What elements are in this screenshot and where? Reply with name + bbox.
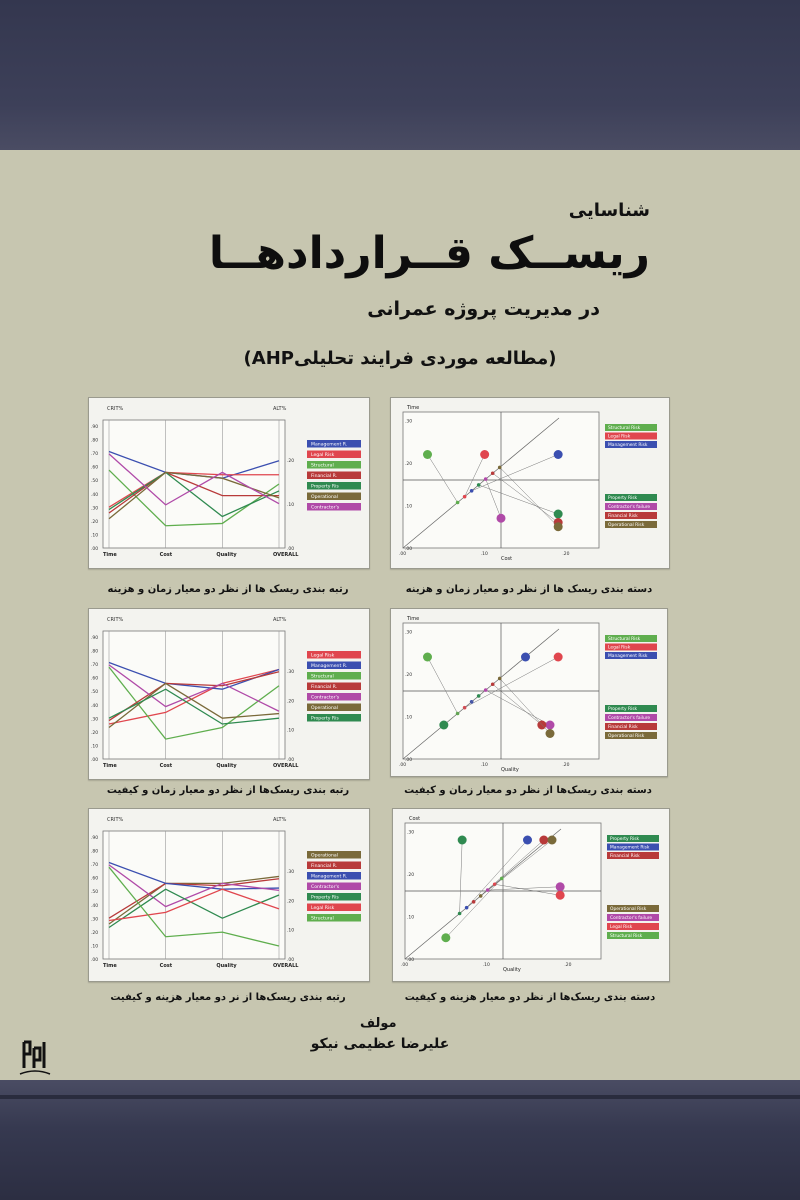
x-tick-label: .00 xyxy=(401,963,409,968)
legend-label: Financial Risk xyxy=(608,725,638,731)
data-point xyxy=(523,836,532,845)
y-tick-label: .10 xyxy=(91,944,99,950)
legend-label: Property Risk xyxy=(608,707,638,713)
y-tick-label: .40 xyxy=(91,703,99,709)
y-tick-label: .50 xyxy=(91,690,99,696)
y-tick-label: .10 xyxy=(405,715,413,721)
diagonal-marker xyxy=(498,466,502,470)
data-point xyxy=(554,450,563,459)
legend-label: Operational xyxy=(311,706,338,712)
legend-label: Legal Risk xyxy=(311,453,335,459)
y-tick-label: .30 xyxy=(405,419,413,425)
legend-label: Property Risk xyxy=(608,496,638,502)
y2-tick-label: .20 xyxy=(287,899,295,905)
diagonal-marker xyxy=(484,688,488,692)
y-tick-label: .30 xyxy=(407,830,415,836)
diagonal-marker xyxy=(463,495,467,499)
data-point xyxy=(546,721,555,730)
x-axis-label: Cost xyxy=(501,556,513,562)
legend-label: Management R. xyxy=(311,664,348,670)
y-axis-label: Cost xyxy=(409,816,421,822)
y-tick-label: .20 xyxy=(405,462,413,467)
data-point xyxy=(554,510,563,519)
legend-label: Property Ris xyxy=(311,895,339,901)
legend-label: Contractor's failure xyxy=(610,916,653,922)
caption-2: دسته بندی ریسک ها از نظر دو معیار زمان و هزینه xyxy=(405,584,653,595)
y-tick-label: .30 xyxy=(405,630,413,636)
data-point xyxy=(497,514,506,523)
y-tick-label: .90 xyxy=(91,636,99,641)
data-point xyxy=(554,653,563,662)
category-label: Cost xyxy=(159,963,173,969)
scatter-chart-svg xyxy=(391,609,667,776)
y-tick-label: .90 xyxy=(91,836,99,841)
y-tick-label: .10 xyxy=(91,744,99,750)
data-point xyxy=(439,721,448,730)
legend-label: Operational Risk xyxy=(608,523,645,529)
author-name: علیرضا عظیمی نیکو xyxy=(310,1036,450,1052)
legend-label: Legal Risk xyxy=(608,434,631,440)
data-point xyxy=(556,882,565,891)
legend-label: Management R. xyxy=(311,874,348,880)
legend-label: Contractor's xyxy=(311,885,340,891)
diagonal-marker xyxy=(456,501,460,505)
data-point xyxy=(539,836,548,845)
book-title: ریســک قــراردادهــا xyxy=(208,228,650,279)
x-tick-label: .10 xyxy=(480,552,488,557)
x-tick-label: .00 xyxy=(399,763,407,768)
y-tick-label: .50 xyxy=(91,890,99,896)
data-point xyxy=(546,729,555,738)
legend-label: Operational Risk xyxy=(610,907,647,913)
legend-label: Legal Risk xyxy=(608,645,631,651)
legend-label: Structural Risk xyxy=(608,637,641,643)
bottom-stripe xyxy=(0,1095,800,1099)
scatter-chart-svg xyxy=(391,398,669,568)
data-point xyxy=(423,653,432,662)
caption-4: دسته بندی ریسک‌ها از نظر دو معیار زمان و کیفیت xyxy=(404,785,652,796)
legend-label: Structural Risk xyxy=(608,426,641,432)
scatter-chart-svg xyxy=(393,809,669,981)
diagonal-marker xyxy=(500,877,504,881)
legend-label: Financial Risk xyxy=(608,514,638,520)
y-tick-label: .80 xyxy=(91,438,99,444)
data-point xyxy=(480,450,489,459)
alt-label: ALT% xyxy=(273,617,287,623)
author-label: مولف xyxy=(360,1016,397,1031)
alt-label: ALT% xyxy=(273,406,287,412)
crit-label: CRIT% xyxy=(107,406,124,412)
legend-label: Legal Risk xyxy=(311,653,335,659)
y2-tick-label: .20 xyxy=(287,699,295,705)
case-study-line: (مطالعه موردی فرایند تحلیلیAHP) xyxy=(243,348,557,369)
y2-tick-label: .20 xyxy=(287,459,295,464)
y-tick-label: .40 xyxy=(91,903,99,909)
category-label: OVERALL xyxy=(273,963,299,969)
legend-label: Management Risk xyxy=(608,654,648,660)
y-tick-label: .20 xyxy=(407,873,415,878)
legend-label: Structural xyxy=(311,916,334,922)
y-axis-label: Time xyxy=(407,405,420,411)
top-band xyxy=(0,0,800,150)
y2-tick-label: .10 xyxy=(287,503,295,508)
y-tick-label: .00 xyxy=(405,758,413,763)
category-label: Cost xyxy=(159,763,173,769)
category-label: Quality xyxy=(216,963,237,969)
y-tick-label: .10 xyxy=(405,504,413,510)
chart-panel-scatter-2 xyxy=(390,608,668,777)
diagonal-marker xyxy=(491,471,495,475)
chart-panel-scatter-1 xyxy=(390,397,670,569)
line-chart-svg xyxy=(89,609,369,779)
legend-label: Structural Risk xyxy=(610,934,643,940)
diagonal-marker xyxy=(472,900,476,904)
legend-label: Financial R. xyxy=(311,864,338,870)
crit-label: CRIT% xyxy=(107,617,124,623)
x-axis-label: Quality xyxy=(501,767,519,773)
legend-label: Operational xyxy=(311,495,338,501)
data-point xyxy=(458,836,467,845)
legend-label: Property Ris xyxy=(311,716,339,722)
legend-label: Financial R. xyxy=(311,474,338,480)
category-label: Time xyxy=(103,763,117,769)
y-tick-label: .00 xyxy=(407,958,415,963)
x-tick-label: .20 xyxy=(562,763,570,768)
category-label: Cost xyxy=(159,552,173,558)
chart-panel-line-1 xyxy=(88,397,370,569)
x-tick-label: .10 xyxy=(482,963,490,968)
legend-label: Operational Risk xyxy=(608,734,645,740)
x-tick-label: .00 xyxy=(399,552,407,557)
y-tick-label: .30 xyxy=(91,717,99,723)
data-point xyxy=(556,891,565,900)
y-tick-label: .20 xyxy=(405,673,413,678)
caption-3: رتبه بندی ریسک‌ها از نظر دو معیار زمان و کیفیت xyxy=(106,785,350,796)
y-tick-label: .60 xyxy=(91,876,99,882)
data-point xyxy=(548,836,557,845)
y-tick-label: .00 xyxy=(91,958,99,963)
y-tick-label: .20 xyxy=(91,519,99,525)
y-tick-label: .50 xyxy=(91,479,99,485)
diagonal-marker xyxy=(477,694,481,698)
legend-label: Management R. xyxy=(311,442,348,448)
data-point xyxy=(554,522,563,531)
diagonal-marker xyxy=(498,677,502,681)
category-label: OVERALL xyxy=(273,552,299,558)
category-label: Time xyxy=(103,963,117,969)
y-tick-label: .70 xyxy=(91,663,99,669)
y2-tick-label: .00 xyxy=(287,958,295,963)
y-tick-label: .30 xyxy=(91,506,99,512)
legend-label: Management Risk xyxy=(608,443,648,449)
y-tick-label: .70 xyxy=(91,863,99,869)
diagonal-marker xyxy=(479,894,483,898)
chart-panel-scatter-3 xyxy=(392,808,670,982)
y2-tick-label: .30 xyxy=(287,670,295,675)
legend-label: Legal Risk xyxy=(610,925,633,931)
legend-label: Operational xyxy=(311,853,338,859)
book-subtitle: در مدیریت پروژه عمرانی xyxy=(367,298,600,320)
y-tick-label: .20 xyxy=(91,730,99,736)
legend-label: Legal Risk xyxy=(311,906,335,912)
diagonal-marker xyxy=(484,477,488,481)
diagonal-marker xyxy=(491,682,495,686)
legend-label: Financial Risk xyxy=(610,854,640,860)
y-tick-label: .20 xyxy=(91,930,99,936)
y-tick-label: .00 xyxy=(91,547,99,552)
caption-6: دسته بندی ریسک‌ها از نظر دو معیار هزینه و کیفیت xyxy=(404,992,656,1003)
diagonal-marker xyxy=(465,906,469,910)
legend-label: Contractor's xyxy=(311,505,340,511)
y-tick-label: .40 xyxy=(91,492,99,498)
diagonal-marker xyxy=(486,888,490,892)
category-label: Quality xyxy=(216,552,237,558)
y2-tick-label: .10 xyxy=(287,928,295,934)
chart-panel-line-2 xyxy=(88,608,370,780)
legend-label: Contractor's failure xyxy=(608,716,651,722)
y-tick-label: .60 xyxy=(91,465,99,471)
title-kicker: شناسایی xyxy=(568,200,650,221)
y-tick-label: .00 xyxy=(405,547,413,552)
line-chart-svg xyxy=(89,809,369,981)
y-tick-label: .60 xyxy=(91,676,99,682)
y-axis-label: Time xyxy=(407,616,420,622)
category-label: OVERALL xyxy=(273,763,299,769)
legend-label: Financial R. xyxy=(311,685,338,691)
legend-label: Property Risk xyxy=(610,837,640,843)
legend-label: Contractor's failure xyxy=(608,505,651,511)
y2-tick-label: .30 xyxy=(287,870,295,875)
x-axis-label: Quality xyxy=(503,967,521,973)
x-tick-label: .20 xyxy=(564,963,572,968)
line-chart-svg xyxy=(89,398,369,568)
alt-label: ALT% xyxy=(273,817,287,823)
y-tick-label: .80 xyxy=(91,849,99,855)
x-tick-label: .10 xyxy=(480,763,488,768)
chart-panel-line-3 xyxy=(88,808,370,982)
y-tick-label: .30 xyxy=(91,917,99,923)
legend-label: Structural xyxy=(311,674,334,680)
y-tick-label: .90 xyxy=(91,425,99,430)
x-tick-label: .20 xyxy=(562,552,570,557)
y-tick-label: .80 xyxy=(91,649,99,655)
caption-5: رتبه بندی ریسک‌ها از نر دو معیار هزینه و کیفیت xyxy=(110,992,346,1003)
caption-1: رتبه بندی ریسک ها از نظر دو معیار زمان و هزینه xyxy=(107,584,349,595)
legend-label: Structural xyxy=(311,463,334,469)
diagonal-marker xyxy=(477,483,481,487)
y-tick-label: .00 xyxy=(91,758,99,763)
crit-label: CRIT% xyxy=(107,817,124,823)
y2-tick-label: .00 xyxy=(287,547,295,552)
y-tick-label: .70 xyxy=(91,452,99,458)
data-point xyxy=(423,450,432,459)
y2-tick-label: .00 xyxy=(287,758,295,763)
y2-tick-label: .10 xyxy=(287,728,295,734)
y-tick-label: .10 xyxy=(91,533,99,539)
publisher-logo-icon xyxy=(18,1038,52,1080)
data-point xyxy=(441,933,450,942)
y-tick-label: .10 xyxy=(407,915,415,921)
legend-label: Property Ris xyxy=(311,484,339,490)
data-point xyxy=(521,653,530,662)
legend-label: Contractor's xyxy=(311,695,340,701)
diagonal-marker xyxy=(458,912,462,916)
legend-label: Management Risk xyxy=(610,845,650,851)
category-label: Time xyxy=(103,552,117,558)
category-label: Quality xyxy=(216,763,237,769)
diagonal-marker xyxy=(470,489,474,493)
